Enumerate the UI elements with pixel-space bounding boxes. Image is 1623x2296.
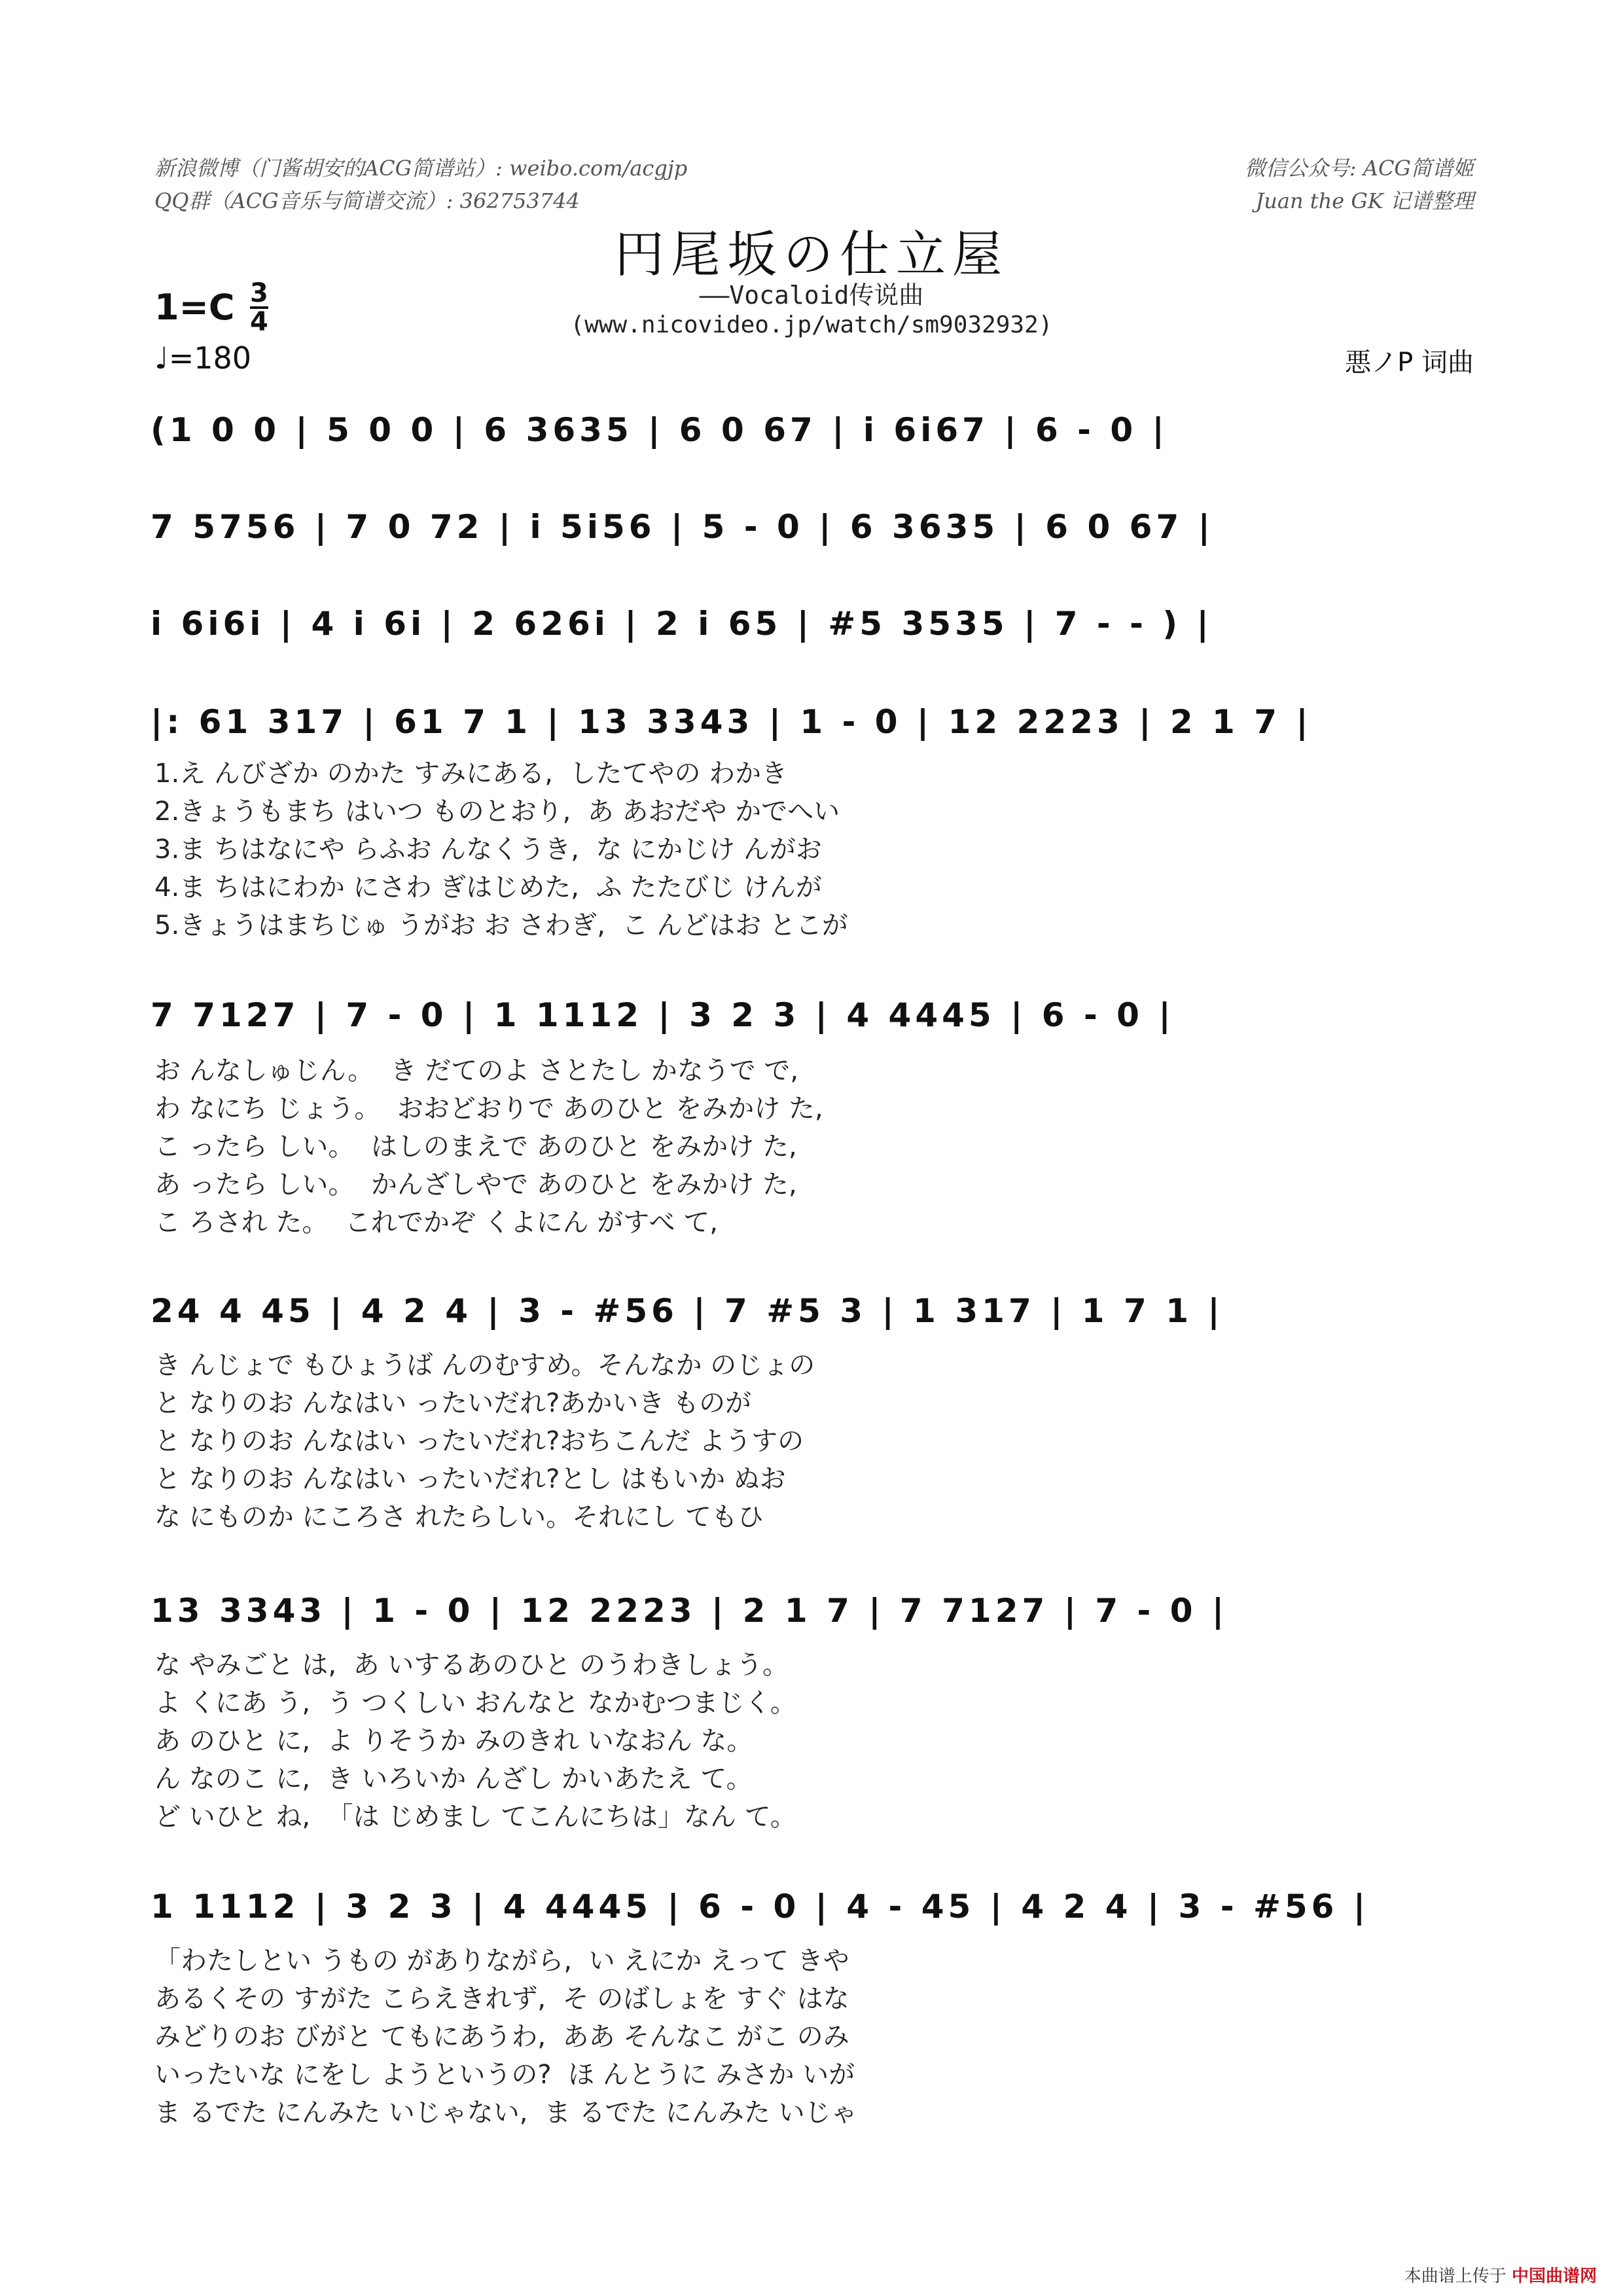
lyric-line: こ ろされ た。 これでかぞ くよにん がすべ て, [154,1208,718,1238]
song-title: 円尾坂の仕立屋 [615,225,1008,283]
lyric-line: あ ったら しい。 かんざしやで あのひと をみかけ た, [154,1170,797,1200]
notation-line: 24 4 45 | 4 2 4 | 3 - #56 | 7 #5 3 | 1 317 | 1 7 1 | [151,1292,1224,1330]
tempo-marking: ♩=180 [154,340,252,376]
score-row [151,1583,1486,1641]
lyric-line: あるくその すがた こらえきれず, そ のばしょを すぐ はな [154,1984,849,2014]
time-signature-bottom: 4 [250,307,268,337]
lyric-line: と なりのお んなはい ったいだれ?とし はもいか ぬお [154,1464,786,1494]
weibo-info: 新浪微博（门酱胡安的ACG简谱站）: weibo.com/acgjp [154,156,688,181]
lyric-line: と なりのお んなはい ったいだれ?おちこんだ ようすの [154,1426,804,1456]
notation-line: 1 1112 | 3 2 3 | 4 4445 | 6 - 0 | 4 - 45 | 4 2 4 | 3 - #56 | [151,1888,1370,1926]
score-row [151,402,1486,461]
lyric-line: 3.ま ちはなにや らふお んなくうき, な にかじけ んがお [154,834,822,865]
notation-line: i 6i6i | 4 i 6i | 2 626i | 2 i 65 | #5 3535 | 7 - - ) | [151,605,1213,643]
lyric-line: 5.きょうはまちじゅ うがお お さわぎ, こ んどはお とこが [154,910,848,941]
lyric-line: 4.ま ちはにわか にさわ ぎはじめた, ふ たたびじ けんが [154,872,822,903]
lyric-line: あ のひと に, よ りそうか みのきれ いなおん な。 [154,1726,753,1756]
lyric-line: ん なのこ に, き いろいか んざし かいあたえ て。 [154,1764,753,1794]
notation-line: 13 3343 | 1 - 0 | 12 2223 | 2 1 7 | 7 7127 | 7 - 0 | [151,1592,1228,1630]
wechat-info: 微信公众号: ACG简谱姬 [1244,156,1474,181]
score-row [151,694,1486,753]
lyric-line: と なりのお んなはい ったいだれ?あかいき ものが [154,1388,752,1418]
arranger-info: Juan the GK 记谱整理 [1255,188,1474,213]
footer-watermark [1404,2263,1597,2287]
lyric-line: ど いひと ね, 「は じめまし てこんにちは」なん て。 [154,1802,796,1832]
lyric-line: 2.きょうもまち はいつ ものとおり, あ あおだや かでへい [154,797,840,827]
score-row [151,1283,1486,1342]
lyric-line: よ くにあ う, う つくしい おんなと なかむつまじく。 [154,1688,796,1718]
time-signature [250,280,268,335]
lyric-line: き んじょで もひょうば んのむすめ。そんなか のじょの [154,1350,815,1380]
lyric-line: な にものか にころさ れたらしい。それにし てもひ [154,1502,764,1532]
lyric-line: ま るでた にんみた いじゃない, ま るでた にんみた いじゃ [154,2098,857,2128]
notation-line: 7 5756 | 7 0 72 | i 5i56 | 5 - 0 | 6 3635 | 6 0 67 | [151,508,1214,546]
lyric-line: こ ったら しい。 はしのまえで あのひと をみかけ た, [154,1132,797,1162]
lyric-line: わ なにち じょう。 おおどおりで あのひと をみかけ た, [154,1094,823,1124]
song-subtitle: ——Vocaloid传说曲 [699,281,924,310]
notation-line: |: 61 317 | 61 7 1 | 13 3343 | 1 - 0 | 12 2223 | 2 1 7 | [151,703,1312,741]
key-signature: 1=C [154,287,235,328]
score-row [151,1878,1486,1937]
lyric-line: みどりのお びがと てもにあうわ, ああ そんなこ がこ のみ [154,2022,849,2052]
video-url: (www.nicovideo.jp/watch/sm9032932) [570,312,1053,338]
notation-line: 7 7127 | 7 - 0 | 1 1112 | 3 2 3 | 4 4445 | 6 - 0 | [151,996,1175,1034]
score-row [151,499,1486,558]
notation-line: (1 0 0 | 5 0 0 | 6 3635 | 6 0 67 | i 6i67 | 6 - 0 | [151,411,1168,449]
lyric-line: な やみごと は, あ いするあのひと のうわきしょう。 [154,1650,789,1680]
qq-group-info: QQ群（ACG音乐与简谱交流）: 362753744 [154,188,580,213]
score-row [151,987,1486,1046]
lyric-line: お んなしゅじん。 き だてのよ さとたし かなうで で, [154,1056,799,1086]
lyric-line: 「わたしとい うもの がありながら, い えにか えって きや [154,1946,849,1976]
time-signature-top: 3 [250,278,268,308]
footer-upload-text: 本曲谱上传于 [1404,2267,1507,2286]
score-row [151,596,1486,655]
footer-site-logo[interactable]: 中国曲谱网 [1511,2267,1597,2286]
lyric-line: 1.え んびざか のかた すみにある, したてやの わかき [154,759,788,789]
composer-credit: 悪ノP 词曲 [1345,348,1474,378]
lyric-line: いったいな にをし ようというの? ほ んとうに みさか いが [154,2060,855,2090]
